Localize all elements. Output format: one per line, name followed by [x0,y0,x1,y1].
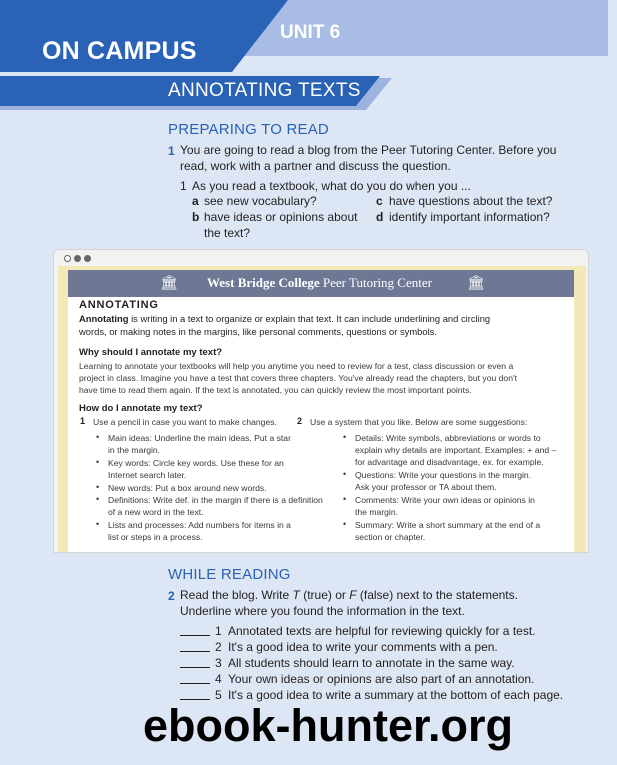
bullet-icon: • [96,432,100,442]
while-reading-heading: WHILE READING [168,566,291,583]
statement-text: It's a good idea to write your comments with a pen. [228,640,498,654]
college-building-icon: 🏛 [160,274,178,290]
definition-line2: words, or making notes in the margins, like personal comments, questions or symbols. [79,325,437,337]
while-question-line2: Underline where you found the information in the text. [180,604,465,618]
q-false-marker: F [349,588,357,602]
q-part: (true) or [299,588,350,602]
tip-line: explain why details are important. Examples: + and – [355,445,557,455]
statement-text: Your own ideas or opinions are also part of an annotation. [228,672,535,686]
q-part: Read the blog. Write [180,588,293,602]
bullet-icon: • [96,519,100,529]
option-letter: c [376,194,383,208]
q-part: (false) next to the statements. [356,588,518,602]
bullet-icon: • [343,469,347,479]
question-number: 1 [168,144,175,158]
tip-line: Ask your professor or TA about them. [355,482,497,492]
why-heading: Why should I annotate my text? [79,347,223,358]
option-text: see new vocabulary? [204,194,317,208]
option-letter: d [376,210,384,224]
tip-line: Lists and processes: Add numbers for items in a [108,520,291,530]
tip-line: section or chapter. [355,532,426,542]
bullet-icon: • [343,432,347,442]
definition-line1: is writing in a text to organize or explain that text. It can include underlining and circling [128,313,491,324]
step-intro: Use a pencil in case you want to make changes. [93,417,277,427]
sub-question-text: As you read a textbook, what do you do when you ... [192,179,471,193]
tip-line: Comments: Write your own ideas or opinions in [355,495,535,505]
answer-blank[interactable] [180,667,210,668]
tip-line: Main ideas: Underline the main ideas. Put a star [108,433,291,443]
option-text-cont: the text? [204,226,251,240]
college-building-icon: 🏛 [467,274,485,290]
step-number: 2 [297,416,303,426]
tip-line: in the margin. [108,445,161,455]
question-number: 2 [168,589,175,603]
bullet-icon: • [96,494,100,504]
preparing-heading: PREPARING TO READ [168,121,329,138]
statement-number: 5 [215,688,222,702]
window-dot-icon [64,255,71,262]
window-dot-icon [74,255,81,262]
statement-text: All students should learn to annotate in the same way. [228,656,515,670]
tip-line: Key words: Circle key words. Use these for an [108,458,284,468]
tip-line: New words: Put a box around new words. [108,483,267,493]
tip-line: Definitions: Write def. in the margin if there is a definition [108,495,323,505]
bullet-icon: • [343,494,347,504]
tip-line: list or steps in a process. [108,532,203,542]
tip-line: Internet search later. [108,470,187,480]
option-text: identify important information? [389,210,550,224]
tip-line: Summary: Write a short summary at the end of a [355,520,541,530]
section-title: ON CAMPUS [42,37,197,65]
tip-line: the margin. [355,507,398,517]
tip-line: Details: Write symbols, abbreviations or words to [355,433,541,443]
tip-line: of a new word in the text. [108,507,204,517]
step-number: 1 [80,416,86,426]
site-title-bold: West Bridge College [207,275,320,290]
blog-heading: ANNOTATING [79,299,159,311]
how-heading: How do I annotate my text? [79,403,203,414]
watermark: ebook-hunter.org [143,700,513,751]
option-letter: b [192,210,200,224]
bullet-icon: • [96,482,100,492]
question-text-line1: You are going to read a blog from the Peer Tutoring Center. Before you [180,143,557,157]
window-dot-icon [84,255,91,262]
option-letter: a [192,194,199,208]
lesson-title: ANNOTATING TEXTS [168,80,361,101]
q-true-marker: T [292,588,300,602]
statement-number: 1 [215,624,222,638]
option-text: have questions about the text? [389,194,553,208]
blog-definition [79,313,569,338]
statement-number: 2 [215,640,222,654]
why-text-line: project in class. Imagine you have a test that covers three chapters. You've already read the chapters, but you don't [79,373,518,383]
statement-text: It's a good idea to write a summary at the bottom of each page. [228,688,564,702]
answer-blank[interactable] [180,683,210,684]
site-title-rest: Peer Tutoring Center [319,275,432,290]
bullet-icon: • [96,457,100,467]
statement-text: Annotated texts are helpful for reviewing quickly for a test. [228,624,536,638]
unit-label: UNIT 6 [280,22,341,43]
why-text-line: have time to read them again. If the text is annotated, you can quickly review the most important points. [79,385,472,395]
question-text-line2: read, work with a partner and discuss the question. [180,159,451,173]
answer-blank[interactable] [180,651,210,652]
sub-question-number: 1 [180,179,187,193]
statement-number: 4 [215,672,222,686]
while-question-line1 [180,587,518,603]
blog-site-title [207,275,432,291]
step-intro: Use a system that you like. Below are some suggestions: [310,417,528,427]
tip-line: Questions: Write your questions in the margin. [355,470,532,480]
why-text-line: Learning to annotate your textbooks will help you anytime you need to review for a test, class discussion or even a [79,361,514,371]
option-text: have ideas or opinions about [204,210,358,224]
statement-number: 3 [215,656,222,670]
answer-blank[interactable] [180,635,210,636]
bullet-icon: • [343,519,347,529]
definition-term: Annotating [79,313,129,324]
tip-line: for advantage and disadvantage, ex. for example. [355,457,544,467]
